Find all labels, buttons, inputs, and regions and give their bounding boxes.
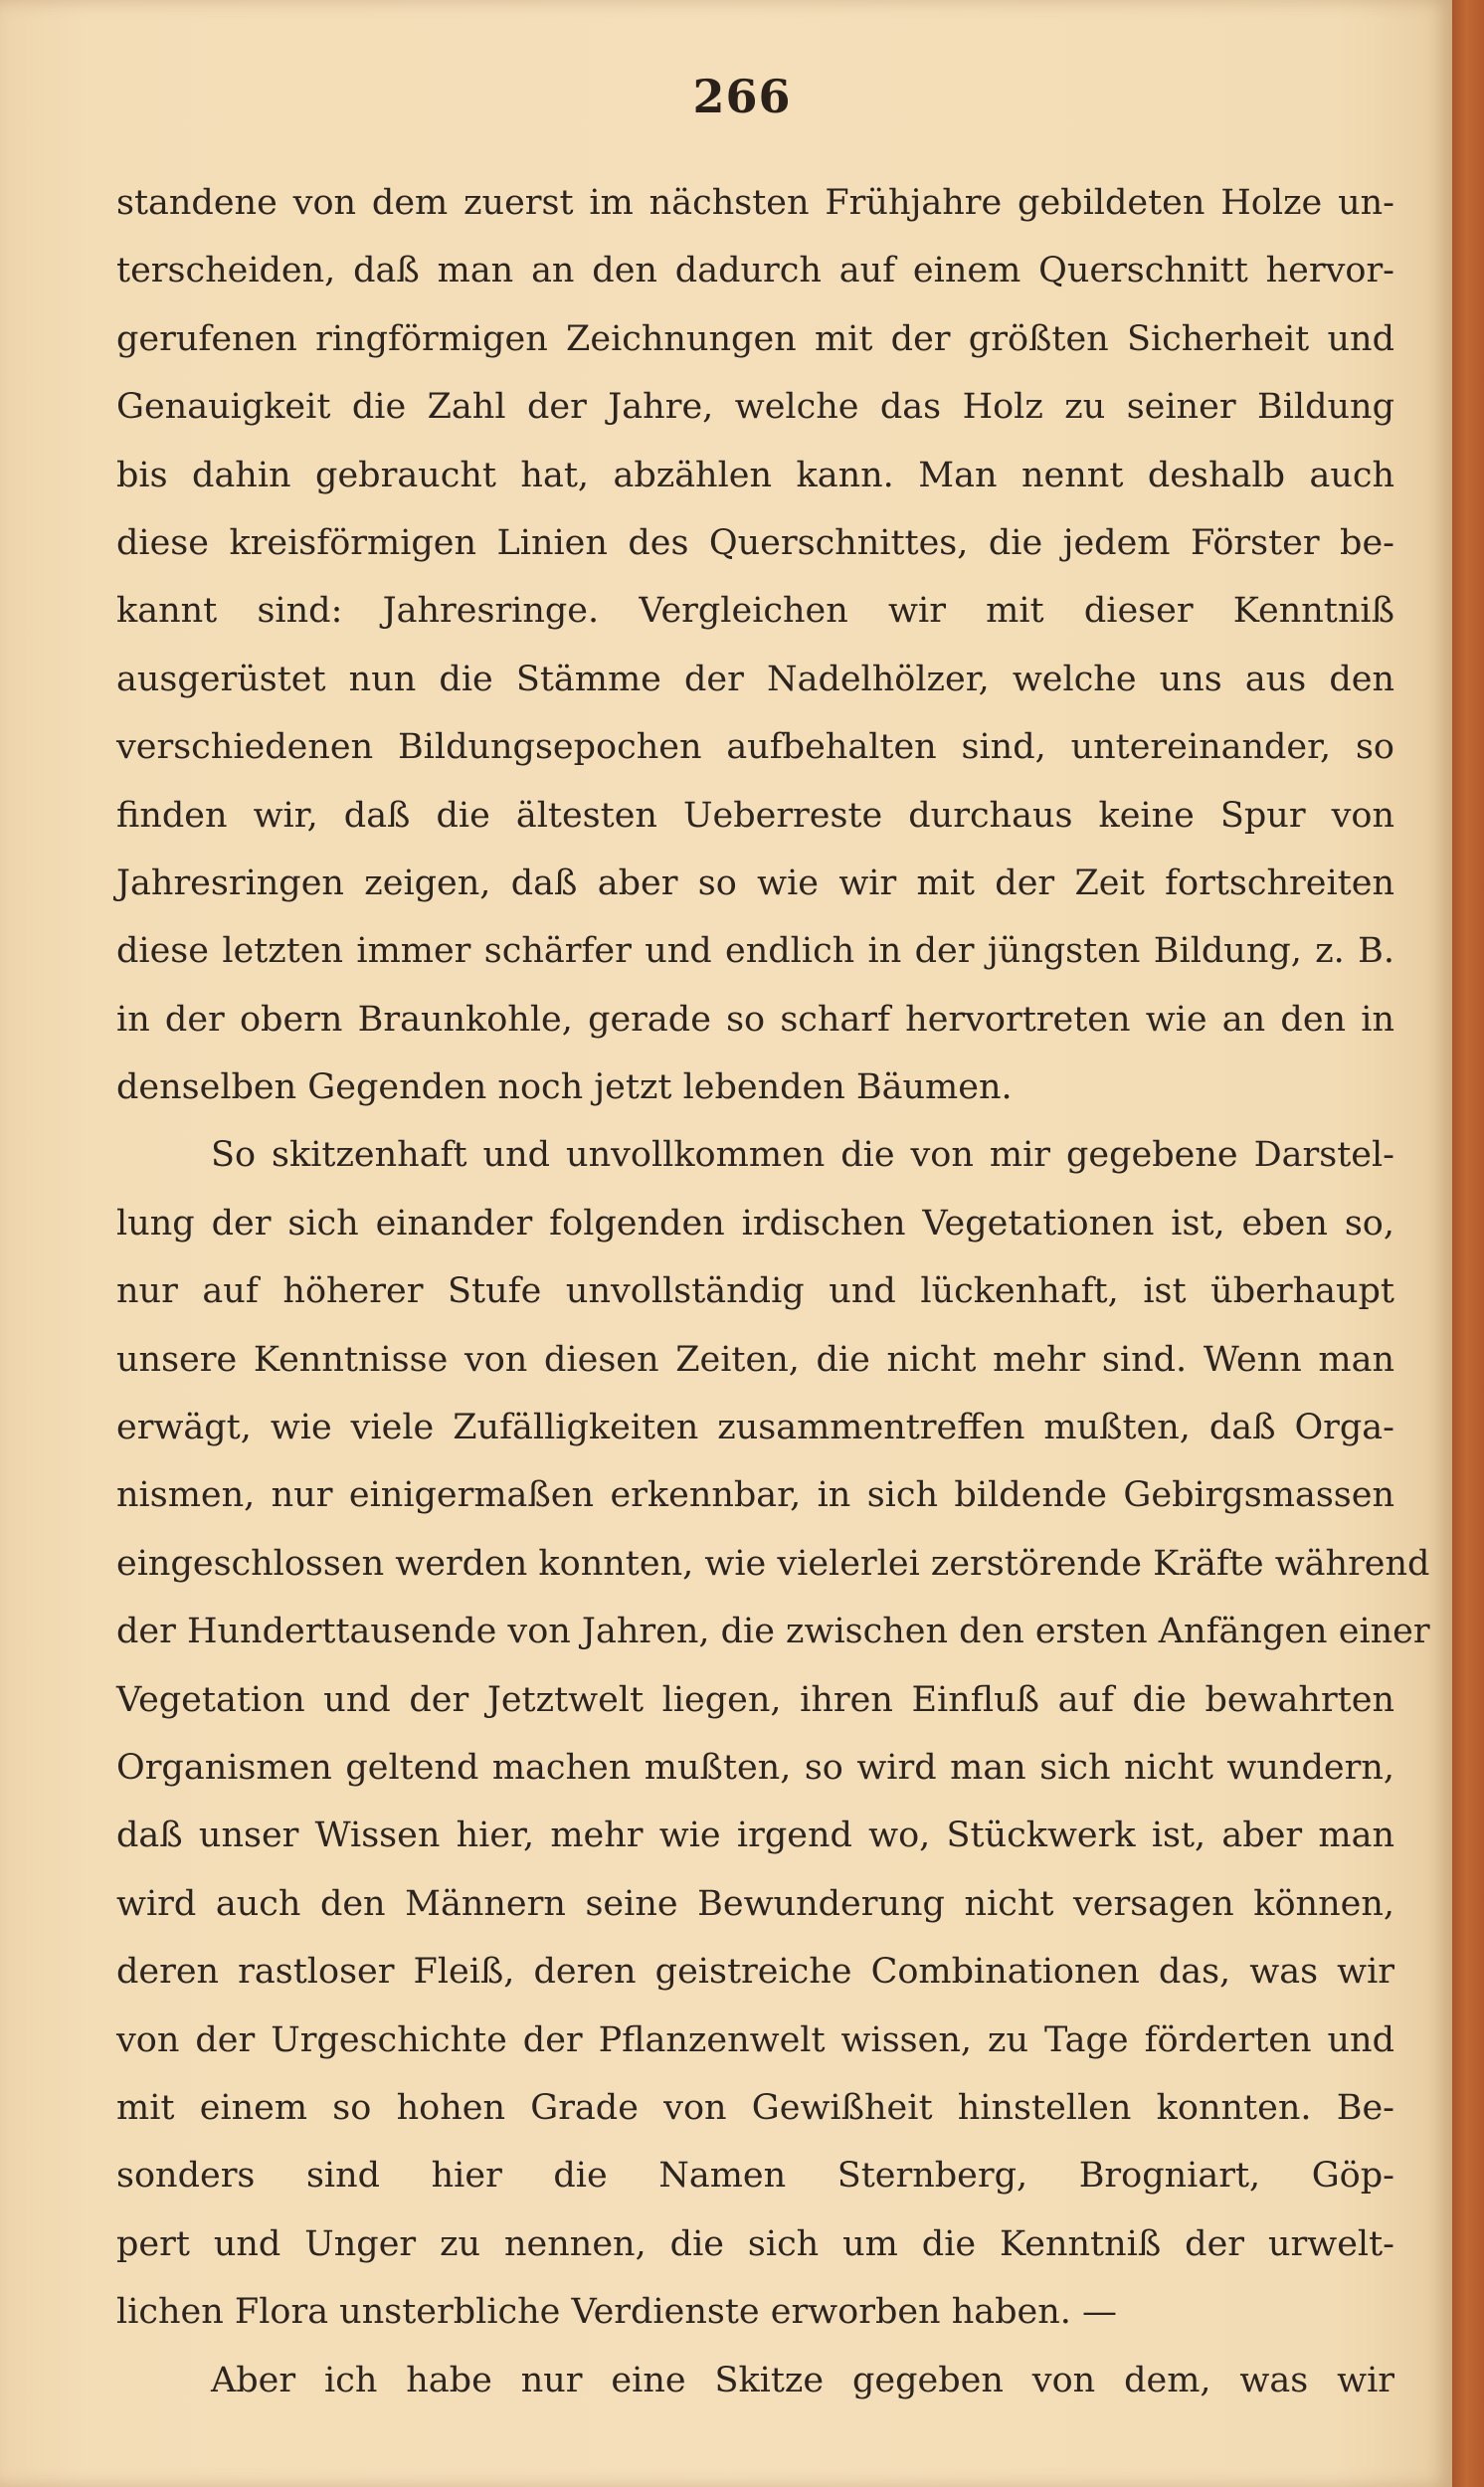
text-line: von der Urgeschichte der Pflanzenwelt wissen, zu Tage förderten und [116, 2019, 1394, 2060]
text-line: bis dahin gebraucht hat, abzählen kann. Man nennt deshalb auch [116, 455, 1394, 495]
text-line: nur auf höherer Stufe unvollständig und lückenhaft, ist überhaupt [116, 1271, 1394, 1312]
text-line: sonders sind hier die Namen Sternberg, Brogniart, Göp- [116, 2156, 1394, 2197]
text-line: Organismen geltend machen mußten, so wird man sich nicht wundern, [116, 1747, 1394, 1788]
text-line: diese kreisförmigen Linien des Querschnittes, die jedem Förster be- [116, 522, 1394, 563]
text-line: wird auch den Männern seine Bewunderung nicht versagen können, [116, 1883, 1394, 1924]
page-number: 266 [692, 70, 792, 123]
text-line: unsere Kenntnisse von diesen Zeiten, die nicht mehr sind. Wenn man [116, 1339, 1394, 1380]
text-line: standene von dem zuerst im nächsten Frühjahre gebildeten Holze un- [116, 183, 1394, 223]
text-line: terscheiden, daß man an den dadurch auf einem Querschnitt hervor- [116, 251, 1394, 291]
text-line: gerufenen ringförmigen Zeichnungen mit der größten Sicherheit und [116, 318, 1394, 359]
text-line: Genauigkeit die Zahl der Jahre, welche das Holz zu seiner Bildung [116, 387, 1394, 428]
text-line: Aber ich habe nur eine Skitze gegeben von dem, was wir [211, 2360, 1394, 2400]
text-line: lichen Flora unsterbliche Verdienste erworben haben. — [116, 2292, 1118, 2333]
text-line: eingeschlossen werden konnten, wie vielerlei zerstörende Kräfte während [116, 1543, 1430, 1584]
text-line: der Hunderttausende von Jahren, die zwischen den ersten Anfängen einer [116, 1612, 1430, 1652]
text-line: mit einem so hohen Grade von Gewißheit hinstellen konnten. Be- [116, 2087, 1394, 2128]
text-line: in der obern Braunkohle, gerade so scharf hervortreten wie an den in [116, 999, 1394, 1040]
text-line: diese letzten immer schärfer und endlich in der jüngsten Bildung, z. B. [116, 931, 1394, 972]
page-edge [1452, 0, 1484, 2487]
text-line: nismen, nur einigermaßen erkennbar, in sich bildende Gebirgsmassen [116, 1475, 1394, 1516]
text-line: So skitzenhaft und unvollkommen die von mir gegebene Darstel- [211, 1135, 1394, 1176]
text-line: denselben Gegenden noch jetzt lebenden Bäumen. [116, 1067, 1013, 1108]
text-line: daß unser Wissen hier, mehr wie irgend wo, Stückwerk ist, aber man [116, 1816, 1394, 1856]
text-line: Vegetation und der Jetztwelt liegen, ihren Einfluß auf die bewahrten [116, 1679, 1394, 1720]
text-line: lung der sich einander folgenden irdischen Vegetationen ist, eben so, [116, 1203, 1394, 1244]
text-line: verschiedenen Bildungsepochen aufbehalten sind, untereinander, so [116, 727, 1394, 768]
text-line: finden wir, daß die ältesten Ueberreste durchaus keine Spur von [116, 795, 1394, 836]
text-line: erwägt, wie viele Zufälligkeiten zusammentreffen mußten, daß Orga- [116, 1408, 1394, 1448]
text-line: kannt sind: Jahresringe. Vergleichen wir mit dieser Kenntniß [116, 591, 1394, 632]
text-line: pert und Unger zu nennen, die sich um die Kenntniß der urwelt- [116, 2223, 1394, 2264]
body-text [116, 169, 1430, 2414]
text-line: ausgerüstet nun die Stämme der Nadelhölzer, welche uns aus den [116, 659, 1394, 699]
text-line: deren rastloser Fleiß, deren geistreiche Combinationen das, was wir [116, 1952, 1394, 1993]
text-line: Jahresringen zeigen, daß aber so wie wir mit der Zeit fortschreiten [116, 862, 1394, 903]
